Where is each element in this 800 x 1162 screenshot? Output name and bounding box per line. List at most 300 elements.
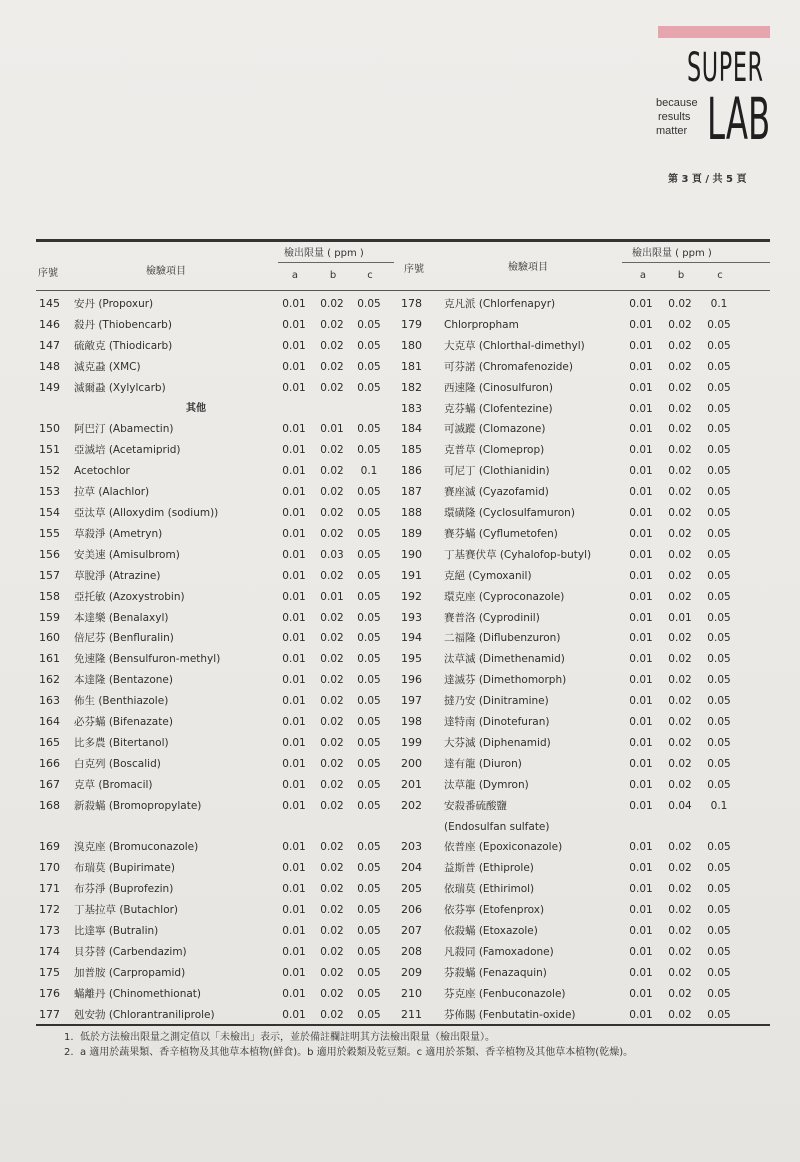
limit-value-a: 0.01 (629, 298, 653, 310)
limit-value-a: 0.01 (282, 340, 306, 352)
table-row (0, 900, 800, 920)
header-sub-c-left: c (367, 270, 373, 281)
test-item-name: 亞汰草 (Alloxydim (sodium)) (74, 507, 219, 519)
row-number: 198 (401, 715, 422, 728)
test-item-name: 安丹 (Propoxur) (74, 298, 154, 310)
row-number: 163 (39, 694, 60, 707)
limit-value-b: 0.02 (668, 591, 692, 603)
limit-value-b: 0.02 (320, 528, 344, 540)
limit-value-c: 0.05 (357, 800, 381, 812)
limit-value-a: 0.01 (629, 758, 653, 770)
row-number: 147 (39, 339, 60, 352)
limit-value-c: 0.05 (357, 883, 381, 895)
limit-value-b: 0.02 (320, 612, 344, 624)
table-row (0, 942, 800, 962)
limit-value-c: 0.05 (357, 758, 381, 770)
test-item-name: 達有龍 (Diuron) (444, 758, 522, 770)
limit-value-b: 0.02 (668, 841, 692, 853)
table-row (0, 336, 800, 356)
table-row (0, 963, 800, 983)
row-number: 184 (401, 422, 422, 435)
test-item-name: 可滅蹤 (Clomazone) (444, 423, 546, 435)
limit-value-b: 0.02 (668, 632, 692, 644)
limit-value-a: 0.01 (629, 674, 653, 686)
row-number: 206 (401, 903, 422, 916)
limit-value-c: 0.05 (357, 361, 381, 373)
limit-value-b: 0.02 (668, 528, 692, 540)
table-row (0, 984, 800, 1004)
limit-value-c: 0.05 (707, 737, 731, 749)
row-number: 172 (39, 903, 60, 916)
limit-value-c: 0.05 (707, 465, 731, 477)
limit-value-b: 0.02 (320, 340, 344, 352)
table-row (0, 858, 800, 878)
footnote-2 (64, 1045, 764, 1060)
row-number: 164 (39, 715, 60, 728)
limit-value-c: 0.05 (357, 946, 381, 958)
test-item-name: 滅克蝨 (XMC) (74, 361, 141, 373)
limit-value-a: 0.01 (282, 737, 306, 749)
limit-value-c: 0.05 (707, 841, 731, 853)
header-sub-a-right: a (639, 270, 647, 281)
limit-value-b: 0.02 (320, 737, 344, 749)
test-item-name: 大芬滅 (Diphenamid) (444, 737, 551, 749)
row-number: 162 (39, 673, 60, 686)
limit-value-a: 0.01 (282, 591, 306, 603)
limit-value-a: 0.01 (629, 841, 653, 853)
header-no-left: 序號 (38, 268, 58, 279)
test-item-name: 依芬寧 (Etofenprox) (444, 904, 545, 916)
limit-value-c: 0.05 (357, 507, 381, 519)
limit-value-b: 0.02 (668, 570, 692, 582)
test-item-name: 阿巴汀 (Abamectin) (74, 423, 174, 435)
limit-value-a: 0.01 (282, 612, 306, 624)
test-item-name: 芬殺蟎 (Fenazaquin) (444, 967, 547, 979)
test-item-name: Chlorpropham (444, 319, 519, 331)
row-number: 179 (401, 318, 422, 331)
test-item-name: 克芬蟎 (Clofentezine) (444, 403, 553, 415)
limit-value-a: 0.01 (282, 716, 306, 728)
limit-value-b: 0.02 (320, 444, 344, 456)
header-bottom-rule (36, 290, 770, 291)
limit-value-a: 0.01 (629, 423, 653, 435)
limit-value-a: 0.01 (282, 570, 306, 582)
limit-value-b: 0.02 (320, 716, 344, 728)
limit-value-b: 0.02 (668, 549, 692, 561)
limit-value-a: 0.01 (629, 862, 653, 874)
limit-value-b: 0.02 (320, 779, 344, 791)
limit-value-a: 0.01 (629, 340, 653, 352)
limit-value-c: 0.05 (357, 632, 381, 644)
row-number: 152 (39, 464, 60, 477)
limit-value-a: 0.01 (629, 716, 653, 728)
limit-value-b: 0.02 (668, 382, 692, 394)
row-number: 177 (39, 1008, 60, 1021)
test-item-name: 益斯普 (Ethiprole) (444, 862, 534, 874)
limit-value-b: 0.02 (320, 883, 344, 895)
table-row (0, 524, 800, 544)
page-number: 第 3 頁 / 共 5 頁 (668, 174, 747, 185)
limit-value-c: 0.05 (357, 298, 381, 310)
limit-value-a: 0.01 (282, 883, 306, 895)
limit-value-b: 0.02 (668, 925, 692, 937)
limit-value-b: 0.02 (668, 507, 692, 519)
limit-value-a: 0.01 (282, 946, 306, 958)
limit-value-c: 0.05 (707, 862, 731, 874)
limit-value-c: 0.05 (357, 695, 381, 707)
footnote-number: 1. (64, 1032, 74, 1043)
header-limit-left: 檢出限量 ( ppm ) (284, 248, 364, 259)
limit-value-a: 0.01 (282, 904, 306, 916)
row-number: 167 (39, 778, 60, 791)
row-number: 195 (401, 652, 422, 665)
row-number: 173 (39, 924, 60, 937)
limit-value-b: 0.02 (320, 298, 344, 310)
test-item-name: 必芬蟎 (Bifenazate) (74, 716, 173, 728)
test-item-name: 白克列 (Boscalid) (74, 758, 161, 770)
test-item-name: 賽座滅 (Cyazofamid) (444, 486, 549, 498)
limit-value-c: 0.05 (707, 653, 731, 665)
row-number: 155 (39, 527, 60, 540)
limit-value-a: 0.01 (282, 653, 306, 665)
limit-value-a: 0.01 (282, 444, 306, 456)
limit-value-a: 0.01 (282, 841, 306, 853)
row-number: 207 (401, 924, 422, 937)
table-row (0, 357, 800, 377)
table-row (0, 879, 800, 899)
limit-value-a: 0.01 (282, 800, 306, 812)
limit-value-c: 0.05 (707, 549, 731, 561)
limit-value-a: 0.01 (629, 612, 653, 624)
limit-value-c: 0.05 (707, 1009, 731, 1021)
limit-value-b: 0.02 (668, 340, 692, 352)
row-number: 209 (401, 966, 422, 979)
limit-value-a: 0.01 (629, 737, 653, 749)
limit-value-b: 0.02 (668, 1009, 692, 1021)
limit-value-c: 0.05 (707, 674, 731, 686)
row-number: 201 (401, 778, 422, 791)
row-number: 166 (39, 757, 60, 770)
row-number: 156 (39, 548, 60, 561)
limit-value-c: 0.05 (357, 549, 381, 561)
table-row (0, 608, 800, 628)
test-item-name: Acetochlor (74, 465, 130, 477)
row-number: 160 (39, 631, 60, 644)
test-item-name: 蟎離丹 (Chinomethionat) (74, 988, 202, 1000)
limit-value-a: 0.01 (282, 758, 306, 770)
table-row (0, 712, 800, 732)
table-row (0, 378, 800, 398)
test-item-name: 大克草 (Chlorthal-dimethyl) (444, 340, 585, 352)
limit-value-a: 0.01 (282, 319, 306, 331)
row-number: 169 (39, 840, 60, 853)
test-item-name: 拉草 (Alachlor) (74, 486, 150, 498)
row-number: 153 (39, 485, 60, 498)
limit-value-c: 0.1 (710, 298, 728, 310)
category-label: 其他 (186, 403, 206, 414)
limit-value-b: 0.02 (668, 444, 692, 456)
limit-value-c: 0.05 (707, 632, 731, 644)
table-row (0, 399, 800, 419)
row-number: 168 (39, 799, 60, 812)
limit-value-c: 0.1 (710, 800, 728, 812)
test-item-name: 達滅芬 (Dimethomorph) (444, 674, 567, 686)
limit-value-c: 0.05 (357, 423, 381, 435)
limit-value-a: 0.01 (282, 549, 306, 561)
header-divider-right (622, 262, 770, 263)
row-number: 148 (39, 360, 60, 373)
limit-value-a: 0.01 (629, 403, 653, 415)
test-item-name: 佈生 (Benthiazole) (74, 695, 169, 707)
table-bottom-rule (36, 1024, 770, 1026)
header-item-right: 檢驗項目 (508, 262, 548, 273)
brand-accent-bar (658, 26, 770, 38)
limit-value-c: 0.05 (357, 319, 381, 331)
row-number: 196 (401, 673, 422, 686)
limit-value-c: 0.05 (357, 841, 381, 853)
test-item-name: 丁基拉草 (Butachlor) (74, 904, 179, 916)
limit-value-b: 0.02 (320, 967, 344, 979)
limit-value-a: 0.01 (282, 361, 306, 373)
table-row (0, 482, 800, 502)
row-number: 197 (401, 694, 422, 707)
row-number: 170 (39, 861, 60, 874)
limit-value-b: 0.02 (668, 779, 692, 791)
table-row (0, 503, 800, 523)
test-item-name: 克草 (Bromacil) (74, 779, 153, 791)
limit-value-a: 0.01 (282, 862, 306, 874)
row-number: 171 (39, 882, 60, 895)
limit-value-a: 0.01 (629, 988, 653, 1000)
footnote-text: a 適用於蔬果類、香辛植物及其他草本植物(鮮食)。b 適用於穀類及乾豆類。c 適用於茶類、香辛植物及其他草本植物(乾燥)。 (80, 1047, 634, 1058)
table-row (0, 817, 800, 837)
test-item-name: (Endosulfan sulfate) (444, 821, 550, 833)
limit-value-c: 0.05 (357, 862, 381, 874)
limit-value-a: 0.01 (282, 1009, 306, 1021)
limit-value-c: 0.05 (357, 716, 381, 728)
header-no-right: 序號 (404, 264, 424, 275)
limit-value-b: 0.02 (320, 465, 344, 477)
limit-value-a: 0.01 (629, 486, 653, 498)
limit-value-c: 0.05 (707, 779, 731, 791)
table-row (0, 796, 800, 816)
limit-value-a: 0.01 (629, 632, 653, 644)
limit-value-c: 0.05 (357, 674, 381, 686)
table-row (0, 315, 800, 335)
row-number: 203 (401, 840, 422, 853)
limit-value-b: 0.02 (320, 632, 344, 644)
header-item-left: 檢驗項目 (146, 266, 186, 277)
row-number: 192 (401, 590, 422, 603)
brand-name-bottom: LAB (707, 85, 771, 153)
limit-value-b: 0.02 (320, 674, 344, 686)
row-number: 183 (401, 402, 422, 415)
table-row (0, 566, 800, 586)
row-number: 208 (401, 945, 422, 958)
limit-value-a: 0.01 (629, 779, 653, 791)
limit-value-b: 0.02 (320, 653, 344, 665)
row-number: 191 (401, 569, 422, 582)
row-number: 181 (401, 360, 422, 373)
test-item-name: 芬佈賜 (Fenbutatin-oxide) (444, 1009, 576, 1021)
test-item-name: 依瑞莫 (Ethirimol) (444, 883, 535, 895)
row-number: 185 (401, 443, 422, 456)
test-item-name: 殺丹 (Thiobencarb) (74, 319, 172, 331)
limit-value-b: 0.02 (668, 361, 692, 373)
header-sub-c-right: c (717, 270, 723, 281)
limit-value-b: 0.02 (668, 883, 692, 895)
limit-value-a: 0.01 (282, 465, 306, 477)
test-item-name: 環克座 (Cyproconazole) (444, 591, 565, 603)
header-sub-a-left: a (291, 270, 299, 281)
limit-value-b: 0.02 (320, 486, 344, 498)
limit-value-c: 0.05 (707, 361, 731, 373)
test-item-name: 新殺蟎 (Bromopropylate) (74, 800, 202, 812)
header-sub-b-left: b (329, 270, 337, 281)
limit-value-b: 0.02 (668, 653, 692, 665)
limit-value-b: 0.02 (668, 967, 692, 979)
table-row (0, 587, 800, 607)
limit-value-b: 0.02 (320, 758, 344, 770)
limit-value-b: 0.02 (668, 423, 692, 435)
limit-value-c: 0.05 (707, 967, 731, 979)
row-number: 165 (39, 736, 60, 749)
limit-value-a: 0.01 (629, 695, 653, 707)
header-sub-b-right: b (677, 270, 685, 281)
limit-value-b: 0.01 (320, 423, 344, 435)
test-item-name: 比達寧 (Butralin) (74, 925, 159, 937)
row-number: 158 (39, 590, 60, 603)
limit-value-a: 0.01 (282, 779, 306, 791)
limit-value-c: 0.05 (707, 340, 731, 352)
limit-value-c: 0.05 (707, 528, 731, 540)
test-item-name: 克絕 (Cymoxanil) (444, 570, 532, 582)
row-number: 151 (39, 443, 60, 456)
limit-value-c: 0.05 (357, 528, 381, 540)
table-row (0, 837, 800, 857)
brand-name-top: SUPER (687, 45, 764, 91)
test-item-name: 免速隆 (Bensulfuron-methyl) (74, 653, 221, 665)
limit-value-c: 0.05 (707, 695, 731, 707)
header-limit-right: 檢出限量 ( ppm ) (632, 248, 712, 259)
limit-value-c: 0.05 (707, 319, 731, 331)
row-number: 189 (401, 527, 422, 540)
limit-value-b: 0.02 (320, 988, 344, 1000)
test-item-name: 貝芬替 (Carbendazim) (74, 946, 187, 958)
table-row (0, 775, 800, 795)
limit-value-a: 0.01 (629, 528, 653, 540)
row-number: 178 (401, 297, 422, 310)
table-row (0, 921, 800, 941)
test-item-name: 賽芬蟎 (Cyflumetofen) (444, 528, 558, 540)
row-number: 194 (401, 631, 422, 644)
row-number: 188 (401, 506, 422, 519)
limit-value-c: 0.05 (707, 904, 731, 916)
limit-value-b: 0.02 (668, 946, 692, 958)
limit-value-a: 0.01 (282, 988, 306, 1000)
limit-value-b: 0.02 (668, 319, 692, 331)
limit-value-b: 0.02 (320, 800, 344, 812)
limit-value-c: 0.05 (357, 612, 381, 624)
row-number: 202 (401, 799, 422, 812)
row-number: 154 (39, 506, 60, 519)
limit-value-a: 0.01 (629, 925, 653, 937)
table-row (0, 754, 800, 774)
footnote-1 (64, 1030, 764, 1045)
limit-value-a: 0.01 (282, 967, 306, 979)
test-item-name: 西速隆 (Cinosulfuron) (444, 382, 553, 394)
table-row (0, 628, 800, 648)
limit-value-b: 0.02 (668, 695, 692, 707)
test-item-name: 環磺隆 (Cyclosulfamuron) (444, 507, 575, 519)
test-item-name: 布芬淨 (Buprofezin) (74, 883, 174, 895)
row-number: 182 (401, 381, 422, 394)
row-number: 149 (39, 381, 60, 394)
limit-value-b: 0.02 (668, 298, 692, 310)
limit-value-c: 0.05 (707, 507, 731, 519)
limit-value-a: 0.01 (282, 674, 306, 686)
limit-value-b: 0.02 (668, 465, 692, 477)
limit-value-b: 0.02 (320, 570, 344, 582)
limit-value-a: 0.01 (282, 925, 306, 937)
limit-value-b: 0.02 (320, 862, 344, 874)
test-item-name: 亞滅培 (Acetamiprid) (74, 444, 181, 456)
test-item-name: 溴克座 (Bromuconazole) (74, 841, 199, 853)
limit-value-c: 0.05 (707, 570, 731, 582)
test-item-name: 布瑞莫 (Bupirimate) (74, 862, 175, 874)
limit-value-a: 0.01 (629, 653, 653, 665)
limit-value-a: 0.01 (629, 361, 653, 373)
limit-value-c: 0.05 (707, 988, 731, 1000)
test-item-name: 安殺番硫酸鹽 (444, 800, 507, 812)
limit-value-b: 0.02 (320, 382, 344, 394)
limit-value-a: 0.01 (629, 444, 653, 456)
limit-value-c: 0.05 (357, 653, 381, 665)
test-item-name: 本達隆 (Bentazone) (74, 674, 173, 686)
limit-value-a: 0.01 (629, 883, 653, 895)
table-row (0, 691, 800, 711)
limit-value-a: 0.01 (629, 382, 653, 394)
limit-value-b: 0.02 (668, 716, 692, 728)
limit-value-c: 0.05 (357, 925, 381, 937)
test-item-name: 草脫淨 (Atrazine) (74, 570, 161, 582)
limit-value-a: 0.01 (629, 591, 653, 603)
limit-value-b: 0.02 (320, 507, 344, 519)
limit-value-c: 0.05 (357, 904, 381, 916)
tagline-line: matter (656, 125, 688, 137)
row-number: 204 (401, 861, 422, 874)
limit-value-c: 0.05 (707, 403, 731, 415)
limit-value-a: 0.01 (282, 486, 306, 498)
limit-value-a: 0.01 (282, 632, 306, 644)
limit-value-c: 0.05 (357, 737, 381, 749)
row-number: 159 (39, 611, 60, 624)
row-number: 190 (401, 548, 422, 561)
limit-value-c: 0.05 (357, 570, 381, 582)
limit-value-c: 0.05 (357, 988, 381, 1000)
limit-value-c: 0.05 (707, 591, 731, 603)
limit-value-c: 0.05 (357, 444, 381, 456)
test-item-name: 滅爾蝨 (Xylylcarb) (74, 382, 166, 394)
test-item-name: 硫敵克 (Thiodicarb) (74, 340, 173, 352)
test-item-name: 本達樂 (Benalaxyl) (74, 612, 169, 624)
footnote-text: 低於方法檢出限量之測定值以「未檢出」表示，並於備註欄註明其方法檢出限量（檢出限量）。 (80, 1032, 495, 1043)
limit-value-c: 0.05 (357, 967, 381, 979)
limit-value-b: 0.02 (320, 695, 344, 707)
limit-value-c: 0.05 (707, 758, 731, 770)
row-number: 210 (401, 987, 422, 1000)
limit-value-b: 0.02 (320, 361, 344, 373)
